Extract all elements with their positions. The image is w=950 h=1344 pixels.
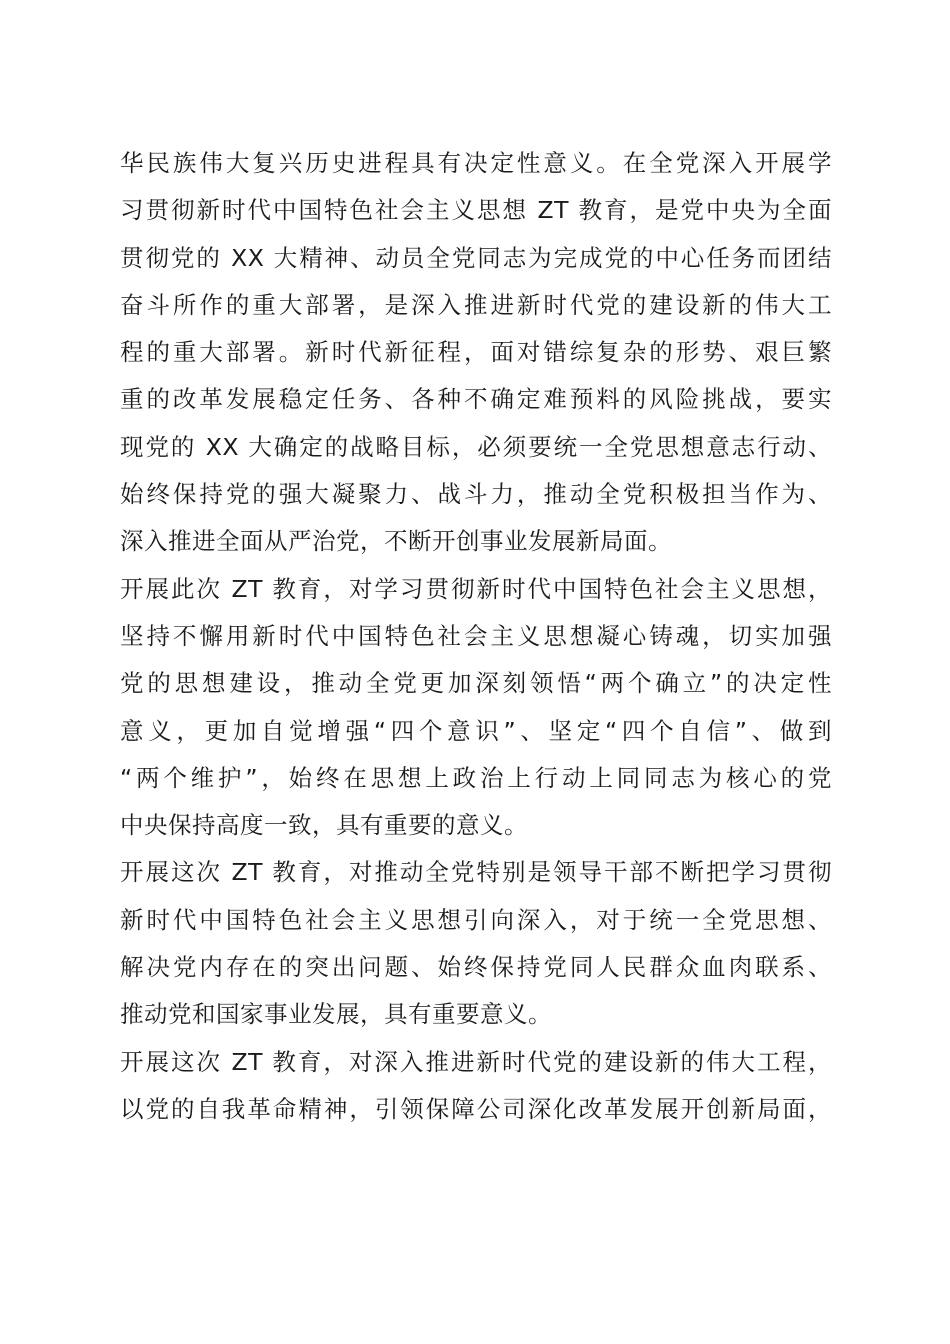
text-line: 新时代中国特色社会主义思想引向深入，对于统一全党思想、 [120,905,832,934]
document-body [120,140,832,1133]
text-line: 以党的自我革命精神，引领保障公司深化改革发展开创新局面， [120,1094,832,1123]
text-line: 始终保持党的强大凝聚力、战斗力，推动全党积极担当作为、 [120,480,832,509]
text-line: 程的重大部署。新时代新征程，面对错综复杂的形势、艰巨繁 [120,338,832,367]
text-line: 开展这次 ZT 教育，对深入推进新时代党的建设新的伟大工程， [120,1047,832,1076]
text-line: 现党的 XX 大确定的战略目标，必须要统一全党思想意志行动、 [120,432,832,461]
text-line: 党的思想建设，推动全党更加深刻领悟“两个确立”的决定性 [120,669,832,698]
text-line: “两个维护”，始终在思想上政治上行动上同同志为核心的党 [120,763,832,792]
text-line: 贯彻党的 XX 大精神、动员全党同志为完成党的中心任务而团结 [120,243,832,272]
text-line: 坚持不懈用新时代中国特色社会主义思想凝心铸魂，切实加强 [120,621,832,650]
text-line: 重的改革发展稳定任务、各种不确定难预料的风险挑战，要实 [120,385,832,414]
text-line: 华民族伟大复兴历史进程具有决定性意义。在全党深入开展学 [120,149,832,177]
text-line: 开展此次 ZT 教育，对学习贯彻新时代中国特色社会主义思想， [120,574,832,603]
text-line: 深入推进全面从严治党，不断开创事业发展新局面。 [120,527,672,556]
text-line: 习贯彻新时代中国特色社会主义思想 ZT 教育，是党中央为全面 [120,196,832,225]
text-line: 意义，更加自觉增强“四个意识”、坚定“四个自信”、做到 [120,716,832,745]
text-line: 解决党内存在的突出问题、始终保持党同人民群众血肉联系、 [120,953,832,982]
text-line: 开展这次 ZT 教育，对推动全党特别是领导干部不断把学习贯彻 [120,858,832,887]
text-line: 奋斗所作的重大部署，是深入推进新时代党的建设新的伟大工 [120,290,832,319]
text-line: 推动党和国家事业发展，具有重要意义。 [120,1000,552,1029]
text-line: 中央保持高度一致，具有重要的意义。 [120,811,528,840]
